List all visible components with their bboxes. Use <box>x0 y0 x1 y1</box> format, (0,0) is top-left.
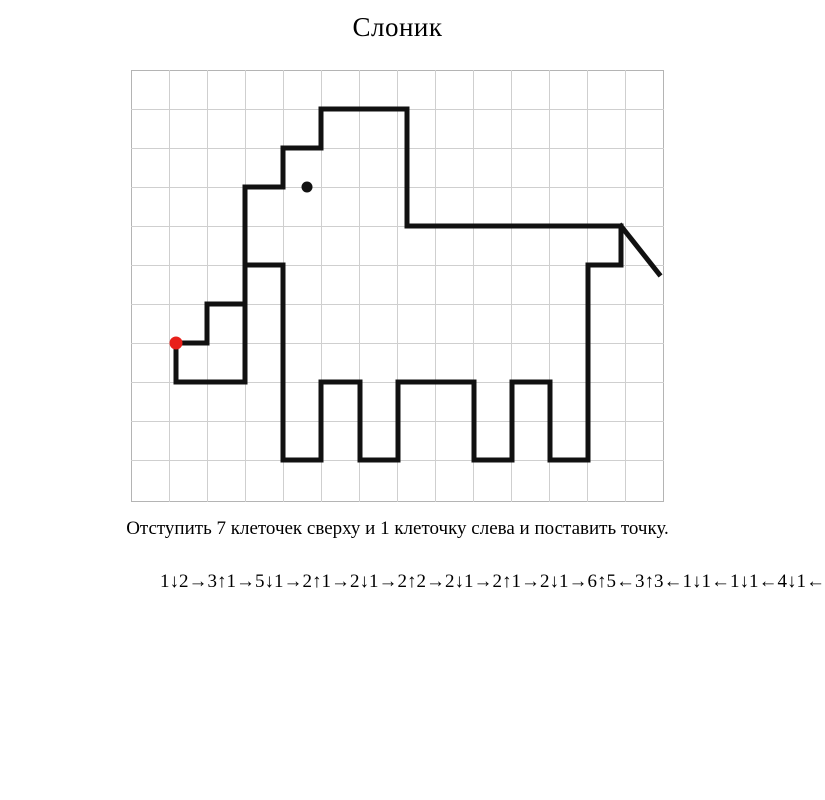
step-item: 1→ <box>274 571 303 592</box>
step-item: 1→ <box>464 571 493 592</box>
step-item: 1← <box>701 571 730 592</box>
step-item: 1← <box>796 571 825 592</box>
step-item: 2↑ <box>302 571 322 592</box>
step-item: 6↑ <box>587 571 607 592</box>
step-item: 1→ <box>369 571 398 592</box>
step-item: 2→ <box>179 571 208 592</box>
step-item: 4↓ <box>777 571 797 592</box>
page-title: Слоник <box>352 12 443 42</box>
step-item: 1↓ <box>682 571 702 592</box>
step-item: 1→ <box>511 571 540 592</box>
grid-svg <box>131 70 664 502</box>
step-item: 1→ <box>226 571 255 592</box>
step-item: 1↓ <box>730 571 749 592</box>
step-item: 2↓ <box>445 571 464 592</box>
step-item: 5← <box>606 571 635 592</box>
grid-drawing-area <box>131 70 664 502</box>
step-item: 1← <box>749 571 778 592</box>
step-item: 1→ <box>559 571 588 592</box>
step-item: 3← <box>654 571 683 592</box>
step-item: 3↑ <box>635 571 654 592</box>
elephant-eye-dot <box>302 182 313 193</box>
step-item: 2↓ <box>540 571 559 592</box>
step-item: 1→ <box>321 571 350 592</box>
step-item: 3↑ <box>207 571 227 592</box>
step-item: 2→ <box>416 571 445 592</box>
step-item: 1↓ <box>160 571 179 592</box>
step-item: 2↑ <box>397 571 417 592</box>
step-item: 2↓ <box>350 571 369 592</box>
step-item: 2↑ <box>492 571 512 592</box>
step-item: 5↓ <box>255 571 274 592</box>
steps-list <box>160 567 825 596</box>
instruction-text: Отступить 7 клеточек сверху и 1 клеточку слева и поставить точку. <box>126 518 669 539</box>
start-point-dot <box>170 337 183 350</box>
